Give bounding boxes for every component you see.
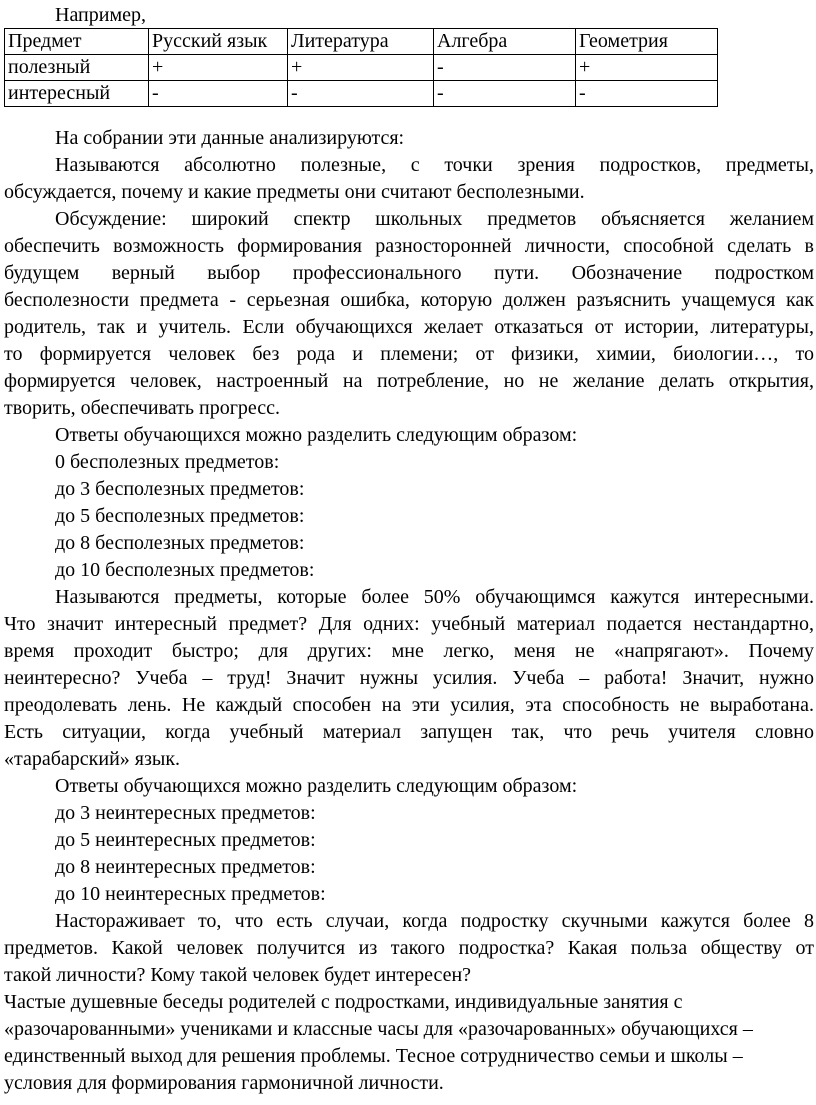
- table-header-cell: Русский язык: [149, 29, 288, 55]
- table-cell: -: [434, 81, 576, 107]
- paragraph-line: условия для формирования гармоничной личности.: [4, 1072, 444, 1094]
- paragraph-line: обеспечить возможность формирования разносторонней личности, способной сделать в: [4, 235, 814, 257]
- table-cell: -: [288, 81, 434, 107]
- list-item: до 10 бесполезных предметов:: [55, 559, 315, 581]
- paragraph-line: Называются предметы, которые более 50% обучающимся кажутся интересными.: [55, 586, 814, 608]
- table-row: [5, 55, 718, 81]
- paragraph-line: На собрании эти данные анализируются:: [55, 127, 405, 149]
- table-header-row: [5, 29, 718, 55]
- paragraph-line: Есть ситуации, когда учебный материал запущен так, что речь учителя словно: [4, 721, 814, 743]
- paragraph-line: время проходит быстро; для других: мне легко, меня не «напрягают». Почему: [4, 640, 814, 662]
- paragraph-line: то формируется человек без рода и племени; от физики, химии, биологии…, то: [4, 343, 814, 365]
- paragraph-line: Обсуждение: широкий спектр школьных предметов объясняется желанием: [55, 208, 814, 230]
- table-cell: -: [149, 81, 288, 107]
- table-cell: +: [149, 55, 288, 81]
- list-item: до 8 бесполезных предметов:: [55, 532, 305, 554]
- table-row: [5, 81, 718, 107]
- intro-text: Например,: [55, 4, 146, 26]
- paragraph-line: преодолевать лень. Не каждый способен на эти усилия, эта способность не выработана.: [4, 694, 814, 716]
- table-cell: полезный: [5, 55, 149, 81]
- paragraph-line: предметов. Какой человек получится из такого подростка? Какая польза обществу от: [4, 937, 814, 959]
- paragraph-line: единственный выход для решения проблемы. Тесное сотрудничество семьи и школы –: [4, 1045, 743, 1067]
- table-cell: -: [576, 81, 718, 107]
- paragraph-line: бесполезности предмета - серьезная ошибка, которую должен разъяснить учащемуся как: [4, 289, 814, 311]
- paragraph-line: Ответы обучающихся можно разделить следующим образом:: [55, 775, 578, 797]
- list-item: до 5 неинтересных предметов:: [55, 829, 316, 851]
- table-cell: -: [434, 55, 576, 81]
- paragraph-line: обсуждается, почему и какие предметы они считают бесполезными.: [4, 181, 585, 203]
- paragraph-line: родитель, так и учитель. Если обучающихся желает отказаться от истории, литературы,: [4, 316, 814, 338]
- list-item: до 5 бесполезных предметов:: [55, 505, 305, 527]
- paragraph-line: Частые душевные беседы родителей с подростками, индивидуальные занятия с: [4, 991, 683, 1013]
- list-item: до 8 неинтересных предметов:: [55, 856, 316, 878]
- paragraph-line: Ответы обучающихся можно разделить следующим образом:: [55, 424, 578, 446]
- paragraph-line: Называются абсолютно полезные, с точки зрения подростков, предметы,: [55, 154, 814, 176]
- table-cell: +: [288, 55, 434, 81]
- paragraph-line: творить, обеспечивать прогресс.: [4, 397, 281, 419]
- paragraph-line: будущем верный выбор профессионального пути. Обозначение подростком: [4, 262, 814, 284]
- paragraph-line: формируется человек, настроенный на потребление, но не желание делать открытия,: [4, 370, 814, 392]
- table-header-cell: Литература: [288, 29, 434, 55]
- list-item: до 3 бесполезных предметов:: [55, 478, 305, 500]
- table-cell: интересный: [5, 81, 149, 107]
- list-item: 0 бесполезных предметов:: [55, 451, 280, 473]
- paragraph-line: «разочарованными» учениками и классные часы для «разочарованных» обучающихся –: [4, 1018, 753, 1040]
- list-item: до 10 неинтересных предметов:: [55, 883, 326, 905]
- table-header-cell: Предмет: [5, 29, 149, 55]
- paragraph-line: такой личности? Кому такой человек будет интересен?: [4, 964, 472, 986]
- table-cell: +: [576, 55, 718, 81]
- table-header-cell: Алгебра: [434, 29, 576, 55]
- list-item: до 3 неинтересных предметов:: [55, 802, 316, 824]
- paragraph-line: «тарабарский» язык.: [4, 748, 181, 770]
- table-header-cell: Геометрия: [576, 29, 718, 55]
- paragraph-line: неинтересно? Учеба – труд! Значит нужны усилия. Учеба – работа! Значит, нужно: [4, 667, 814, 689]
- paragraph-line: Настораживает то, что есть случаи, когда подростку скучными кажутся более 8: [55, 910, 814, 932]
- subjects-table: [4, 28, 718, 107]
- paragraph-line: Что значит интересный предмет? Для одних: учебный материал подается нестандартно,: [4, 613, 814, 635]
